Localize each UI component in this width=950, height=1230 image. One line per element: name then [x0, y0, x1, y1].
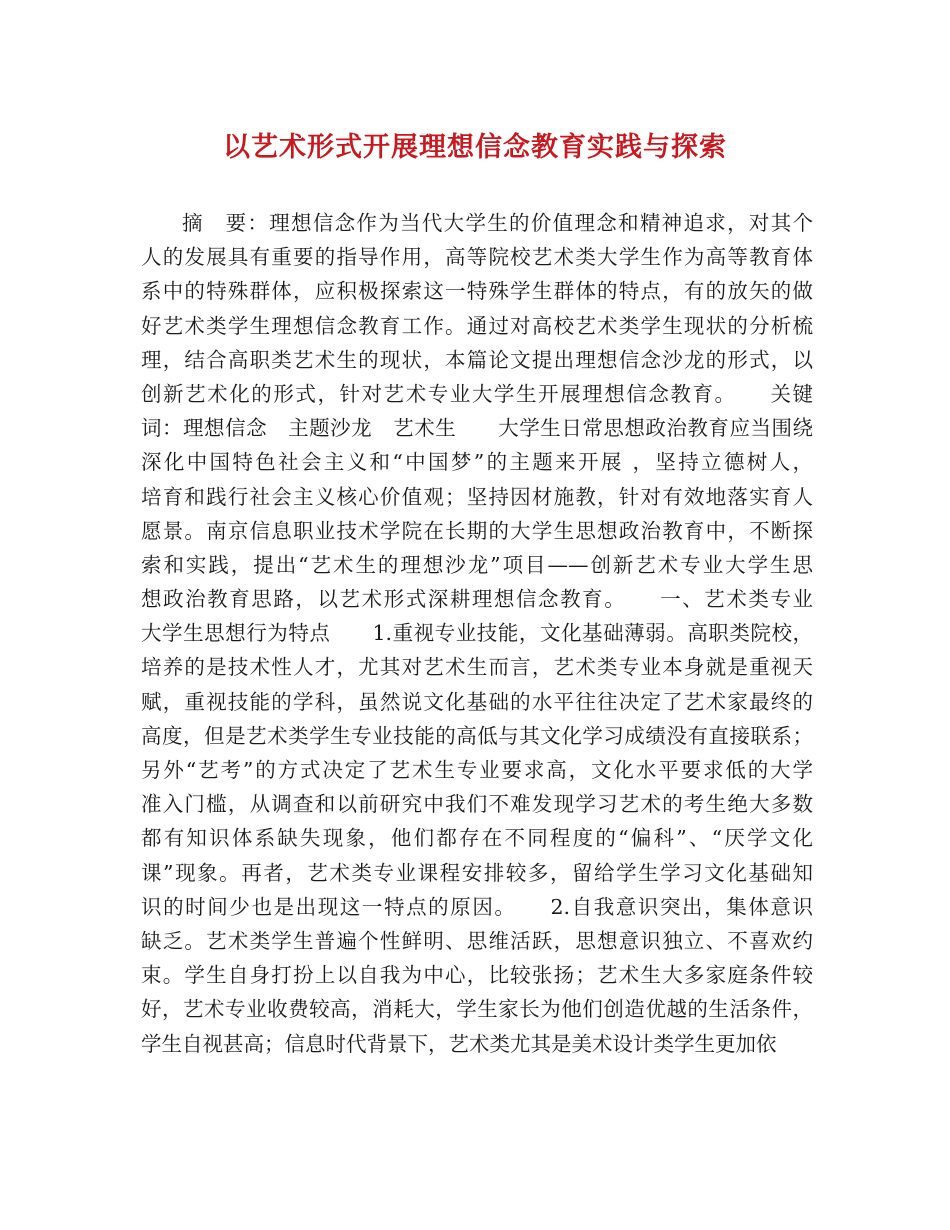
body-line: 缺乏。艺术类学生普遍个性鲜明、思维活跃，思想意识独立、不喜欢约 — [141, 928, 813, 953]
body-line: 都有知识体系缺失现象，他们都存在不同程度的“偏科”、“厌学文化 — [141, 826, 813, 851]
body-line: 好，艺术专业收费较高，消耗大，学生家长为他们创造优越的生活条件， — [141, 997, 813, 1022]
body-line: 培育和践行社会主义核心价值观；坚持因材施教，针对有效地落实育人 — [141, 484, 813, 509]
body-line: 深化中国特色社会主义和“中国梦”的主题来开展 ，坚持立德树人， — [141, 450, 813, 475]
body-line: 想政治教育思路，以艺术形式深耕理想信念教育。 一、艺术类专业 — [141, 587, 813, 612]
body-line: 索和实践，提出“艺术生的理想沙龙”项目——创新艺术专业大学生思 — [141, 552, 813, 577]
document-title: 以艺术形式开展理想信念教育实践与探索 — [223, 132, 727, 163]
body-line: 大学生思想行为特点 1.重视专业技能，文化基础薄弱。高职类院校， — [141, 621, 813, 646]
body-line: 束。学生自身打扮上以自我为中心，比较张扬；艺术生大多家庭条件较 — [141, 963, 813, 988]
body-line: 愿景。南京信息职业技术学院在长期的大学生思想政治教育中，不断探 — [141, 518, 813, 543]
document-body — [141, 206, 813, 1061]
body-line: 另外“艺考”的方式决定了艺术生专业要求高，文化水平要求低的大学 — [141, 758, 813, 782]
body-line: 准入门槛，从调查和以前研究中我们不难发现学习艺术的考生绝大多数 — [141, 792, 813, 817]
body-line: 人的发展具有重要的指导作用，高等院校艺术类大学生作为高等教育体 — [141, 245, 813, 270]
body-line: 高度，但是艺术类学生专业技能的高低与其文化学习成绩没有直接联系； — [141, 723, 813, 748]
body-line: 培养的是技术性人才，尤其对艺术生而言，艺术类专业本身就是重视天 — [141, 655, 813, 680]
body-line: 好艺术类学生理想信念教育工作。通过对高校艺术类学生现状的分析梳 — [141, 313, 813, 338]
body-line: 课”现象。再者，艺术类专业课程安排较多，留给学生学习文化基础知 — [141, 860, 813, 885]
body-line: 理，结合高职类艺术生的现状，本篇论文提出理想信念沙龙的形式，以 — [141, 347, 813, 372]
body-line: 识的时间少也是出现这一特点的原因。 2.自我意识突出，集体意识 — [141, 894, 813, 919]
body-line: 词：理想信念 主题沙龙 艺术生 大学生日常思想政治教育应当围绕 — [141, 416, 813, 441]
body-line: 学生自视甚高；信息时代背景下，艺术类尤其是美术设计类学生更加依 — [141, 1031, 777, 1056]
body-line: 摘 要：理想信念作为当代大学生的价值理念和精神追求，对其个 — [182, 211, 813, 235]
body-line: 赋，重视技能的学科，虽然说文化基础的水平往往决定了艺术家最终的 — [141, 689, 813, 714]
body-line: 系中的特殊群体，应积极探索这一特殊学生群体的特点，有的放矢的做 — [141, 279, 813, 304]
body-line: 创新艺术化的形式，针对艺术专业大学生开展理想信念教育。 关键 — [141, 381, 813, 406]
